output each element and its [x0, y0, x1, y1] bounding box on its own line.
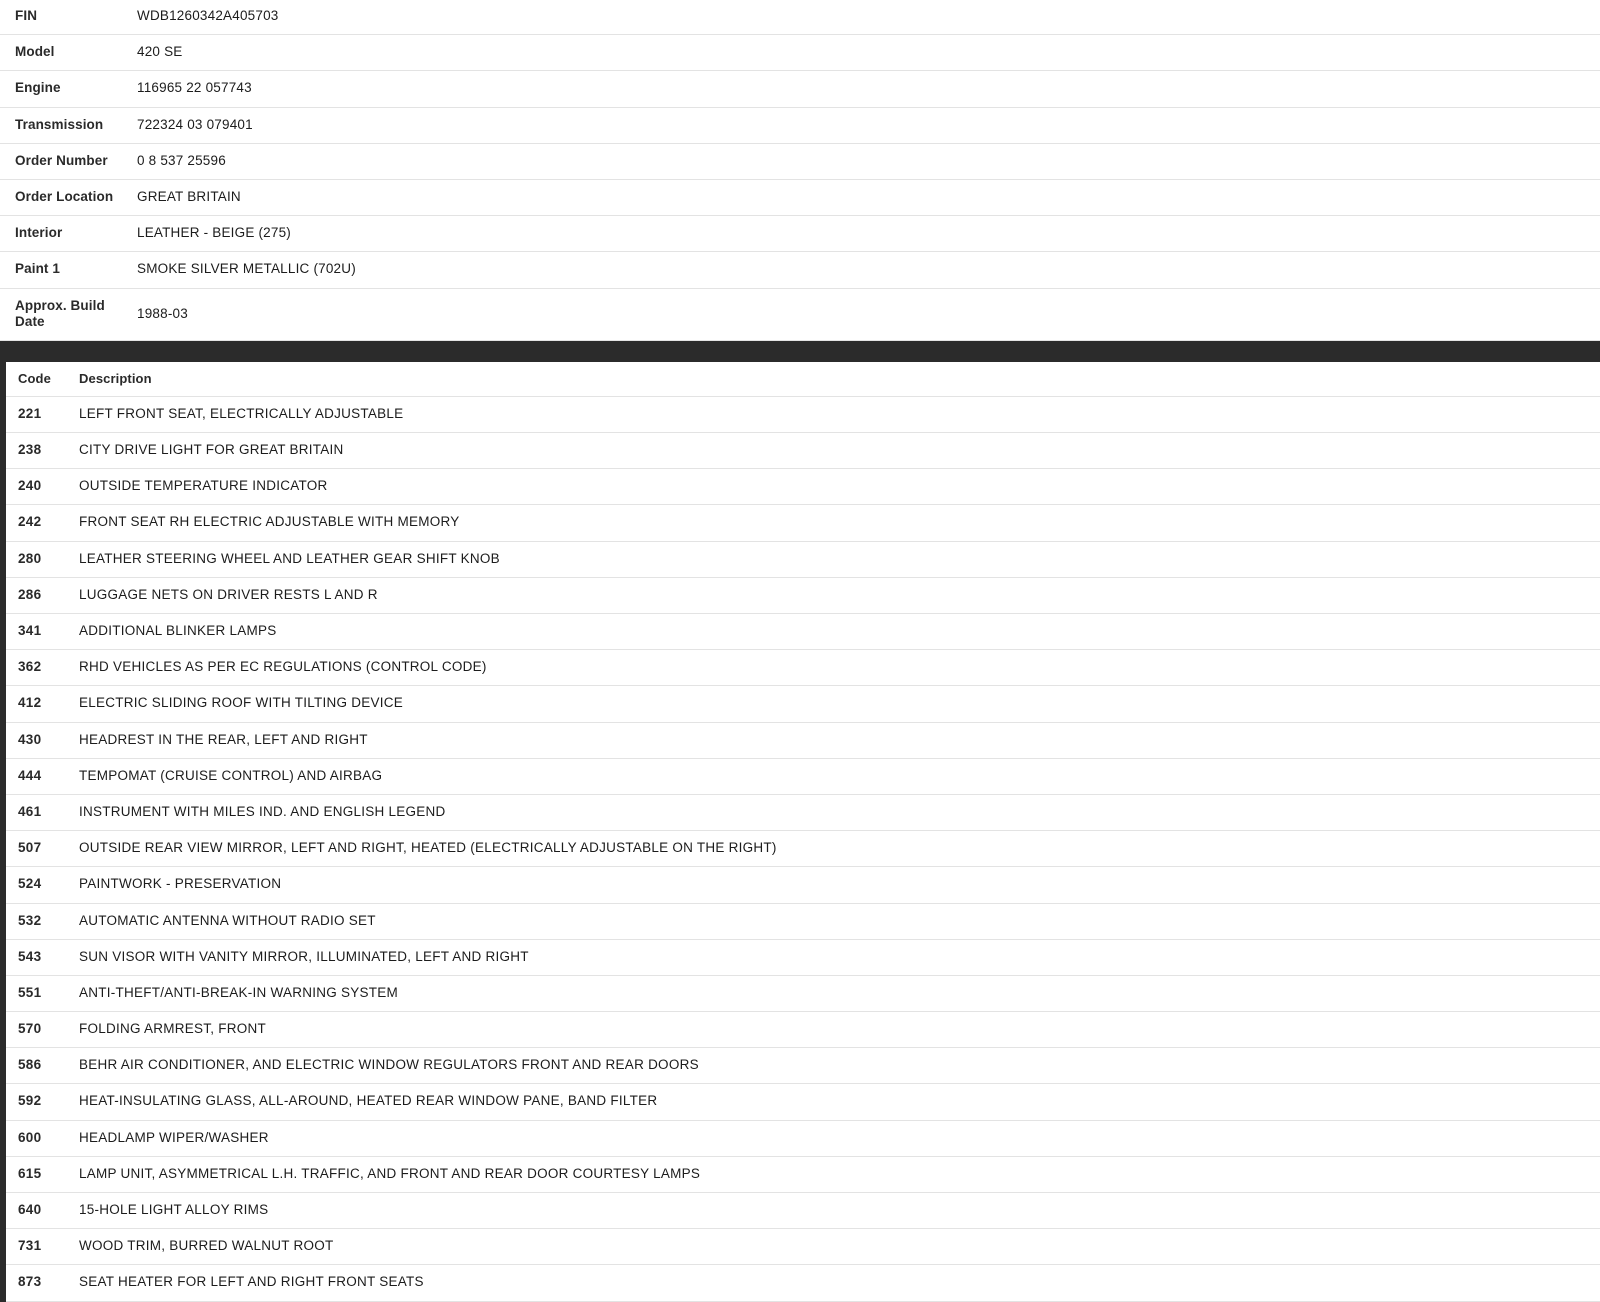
table-row — [0, 252, 1600, 288]
description-cell: ADDITIONAL BLINKER LAMPS — [79, 623, 277, 638]
code-cell: 524 — [18, 876, 42, 892]
table-row — [6, 1048, 1600, 1084]
spec-value: 0 8 537 25596 — [137, 152, 226, 168]
spec-label: Order Location — [15, 188, 114, 204]
description-cell: AUTOMATIC ANTENNA WITHOUT RADIO SET — [79, 912, 376, 928]
description-cell: OUTSIDE REAR VIEW MIRROR, LEFT AND RIGHT, HEATED (ELECTRICALLY ADJUSTABLE ON THE RIGHT) — [79, 840, 777, 856]
equipment-codes-section — [0, 362, 1600, 1302]
code-cell: 615 — [18, 1165, 42, 1181]
spec-value: 1988-03 — [137, 305, 188, 321]
spec-label: Paint 1 — [15, 261, 60, 277]
spec-value: 420 SE — [137, 44, 183, 60]
table-row — [6, 867, 1600, 903]
spec-label: Interior — [15, 225, 63, 241]
code-cell: 286 — [18, 586, 42, 602]
code-cell: 412 — [18, 695, 42, 711]
spec-label: Approx. Build Date — [15, 297, 105, 329]
column-header-description: Description — [79, 370, 152, 386]
spec-value: GREAT BRITAIN — [137, 188, 241, 204]
table-row — [6, 794, 1600, 830]
table-row — [6, 939, 1600, 975]
code-cell: 600 — [18, 1129, 42, 1145]
vehicle-spec-table — [0, 0, 1600, 341]
spec-value: 722324 03 079401 — [137, 116, 253, 132]
table-row — [6, 1265, 1600, 1301]
code-cell: 238 — [18, 442, 42, 458]
description-cell: ANTI-THEFT/ANTI-BREAK-IN WARNING SYSTEM — [79, 984, 399, 1000]
spec-label: Engine — [15, 80, 61, 96]
description-cell: 15-HOLE LIGHT ALLOY RIMS — [79, 1202, 269, 1217]
code-cell: 444 — [18, 767, 42, 783]
code-cell: 461 — [18, 803, 42, 819]
table-row — [6, 975, 1600, 1011]
code-cell: 543 — [18, 948, 42, 964]
description-cell: CITY DRIVE LIGHT FOR GREAT BRITAIN — [79, 442, 344, 458]
code-cell: 592 — [18, 1093, 42, 1109]
table-row — [6, 903, 1600, 939]
description-cell: RHD VEHICLES AS PER EC REGULATIONS (CONTROL CODE) — [79, 659, 487, 675]
table-row — [6, 686, 1600, 722]
description-cell: HEAT-INSULATING GLASS, ALL-AROUND, HEATED REAR WINDOW PANE, BAND FILTER — [79, 1093, 658, 1109]
table-row — [0, 288, 1600, 340]
description-cell: OUTSIDE TEMPERATURE INDICATOR — [79, 478, 328, 494]
description-cell: FOLDING ARMREST, FRONT — [79, 1021, 267, 1037]
code-cell: 586 — [18, 1057, 42, 1073]
table-row — [6, 1084, 1600, 1120]
code-cell: 640 — [18, 1202, 42, 1217]
description-cell: FRONT SEAT RH ELECTRIC ADJUSTABLE WITH MEMORY — [79, 514, 460, 530]
table-row — [6, 1012, 1600, 1048]
code-cell: 280 — [18, 550, 42, 566]
table-row — [0, 216, 1600, 252]
code-cell: 242 — [18, 514, 42, 530]
column-header-code: Code — [18, 370, 51, 386]
code-cell: 362 — [18, 659, 42, 675]
code-cell: 341 — [18, 623, 42, 638]
code-cell: 221 — [18, 405, 42, 421]
table-header-row — [6, 362, 1600, 397]
code-cell: 240 — [18, 478, 42, 494]
table-row — [0, 35, 1600, 71]
spec-label: Transmission — [15, 116, 104, 132]
code-cell: 873 — [18, 1274, 42, 1290]
description-cell: TEMPOMAT (CRUISE CONTROL) AND AIRBAG — [79, 767, 383, 783]
table-row — [6, 1156, 1600, 1192]
table-row — [6, 1120, 1600, 1156]
spec-label: FIN — [15, 8, 38, 23]
code-cell: 532 — [18, 912, 42, 928]
table-row — [6, 722, 1600, 758]
section-separator-band — [0, 341, 1600, 362]
description-cell: SEAT HEATER FOR LEFT AND RIGHT FRONT SEATS — [79, 1274, 424, 1290]
description-cell: HEADLAMP WIPER/WASHER — [79, 1129, 269, 1145]
table-row — [0, 71, 1600, 107]
table-row — [6, 614, 1600, 650]
equipment-codes-table — [6, 362, 1600, 1302]
description-cell: SUN VISOR WITH VANITY MIRROR, ILLUMINATED, LEFT AND RIGHT — [79, 948, 529, 964]
table-row — [0, 107, 1600, 143]
table-row — [6, 396, 1600, 432]
code-cell: 430 — [18, 731, 42, 747]
description-cell: HEADREST IN THE REAR, LEFT AND RIGHT — [79, 731, 368, 747]
description-cell: LUGGAGE NETS ON DRIVER RESTS L AND R — [79, 586, 378, 602]
table-row — [6, 650, 1600, 686]
table-row — [6, 541, 1600, 577]
description-cell: BEHR AIR CONDITIONER, AND ELECTRIC WINDOW REGULATORS FRONT AND REAR DOORS — [79, 1057, 699, 1073]
table-row — [0, 143, 1600, 179]
spec-value: 116965 22 057743 — [137, 80, 252, 96]
table-row — [6, 577, 1600, 613]
spec-value: WDB1260342A405703 — [137, 8, 279, 23]
description-cell: WOOD TRIM, BURRED WALNUT ROOT — [79, 1238, 334, 1254]
spec-value: LEATHER - BEIGE (275) — [137, 225, 291, 241]
table-row — [6, 831, 1600, 867]
code-cell: 731 — [18, 1238, 42, 1254]
table-row — [0, 0, 1600, 35]
table-row — [6, 1229, 1600, 1265]
spec-value: SMOKE SILVER METALLIC (702U) — [137, 261, 356, 277]
code-cell: 570 — [18, 1021, 42, 1037]
description-cell: LEFT FRONT SEAT, ELECTRICALLY ADJUSTABLE — [79, 405, 404, 421]
spec-label: Order Number — [15, 152, 108, 168]
vehicle-spec-body — [0, 0, 1600, 340]
code-cell: 507 — [18, 840, 42, 856]
code-cell: 551 — [18, 984, 42, 1000]
table-row — [6, 469, 1600, 505]
table-row — [6, 1193, 1600, 1229]
table-row — [0, 179, 1600, 215]
description-cell: PAINTWORK - PRESERVATION — [79, 876, 282, 892]
table-row — [6, 505, 1600, 541]
table-row — [6, 433, 1600, 469]
description-cell: LAMP UNIT, ASYMMETRICAL L.H. TRAFFIC, AND FRONT AND REAR DOOR COURTESY LAMPS — [79, 1165, 701, 1181]
description-cell: ELECTRIC SLIDING ROOF WITH TILTING DEVICE — [79, 695, 404, 711]
description-cell: INSTRUMENT WITH MILES IND. AND ENGLISH LEGEND — [79, 803, 446, 819]
equipment-codes-header — [6, 362, 1600, 397]
description-cell: LEATHER STEERING WHEEL AND LEATHER GEAR SHIFT KNOB — [79, 550, 500, 566]
equipment-codes-body — [6, 396, 1600, 1301]
table-row — [6, 758, 1600, 794]
spec-label: Model — [15, 44, 55, 60]
